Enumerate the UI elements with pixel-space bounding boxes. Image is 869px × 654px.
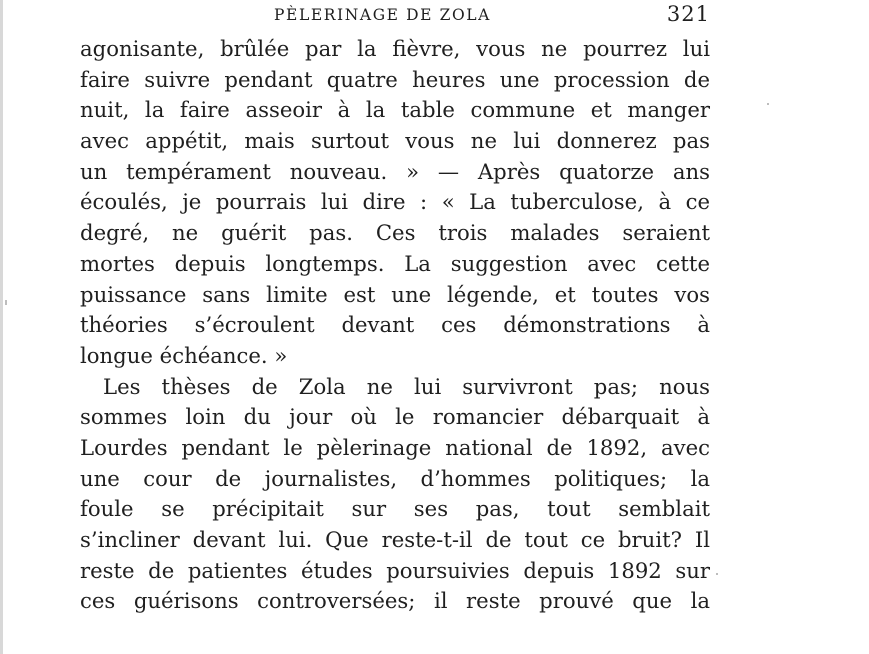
text-line: s’incliner devant lui. Que reste-t-il de tout ce bruit? Il bbox=[80, 527, 710, 552]
text-line: avec appétit, mais surtout vous ne lui donnerez pas bbox=[80, 128, 710, 154]
paragraph-continued bbox=[80, 34, 710, 372]
scan-speck bbox=[767, 103, 769, 105]
text-line: ces guérisons controversées; il reste prouvé que la bbox=[80, 588, 710, 614]
text-line: nuit, la faire asseoir à la table commune et manger bbox=[80, 97, 710, 123]
paragraph-zola-theses bbox=[80, 372, 710, 618]
text-line: puissance sans limite est une légende, et toutes vos bbox=[80, 281, 710, 307]
book-page bbox=[80, 0, 710, 617]
text-line: agonisante, brûlée par la fièvre, vous ne pourrez lui bbox=[80, 36, 710, 61]
page-edge-rule bbox=[0, 0, 3, 654]
text-line: foule se précipitait sur ses pas, tout semblait bbox=[80, 496, 710, 522]
text-line: mortes depuis longtemps. La suggestion avec cette bbox=[80, 250, 710, 276]
text-line: Les thèses de Zola ne lui survivront pas; nous bbox=[103, 373, 710, 399]
text-line: reste de patientes études poursuivies depuis 1892 sur bbox=[80, 557, 710, 583]
running-title: PÈLERINAGE DE ZOLA bbox=[274, 6, 491, 24]
text-line: un tempérament nouveau. » — Après quatorze ans bbox=[80, 158, 710, 184]
text-line: degré, ne guérit pas. Ces trois malades seraient bbox=[80, 220, 710, 246]
text-line: une cour de journalistes, d’hommes politiques; la bbox=[80, 465, 710, 491]
text-line: longue échéance. » bbox=[80, 342, 288, 368]
text-line: faire suivre pendant quatre heures une procession de bbox=[80, 66, 710, 92]
text-line: Lourdes pendant le pèlerinage national de 1892, avec bbox=[80, 434, 710, 460]
text-line: écoulés, je pourrais lui dire : « La tuberculose, à ce bbox=[80, 189, 710, 215]
scan-speck bbox=[5, 300, 7, 305]
scan-speck bbox=[716, 573, 718, 575]
text-line: théories s’écroulent devant ces démonstrations à bbox=[80, 312, 710, 338]
running-head bbox=[80, 0, 710, 34]
text-line: sommes loin du jour où le romancier débarquait à bbox=[80, 404, 710, 430]
page-number: 321 bbox=[666, 2, 710, 26]
